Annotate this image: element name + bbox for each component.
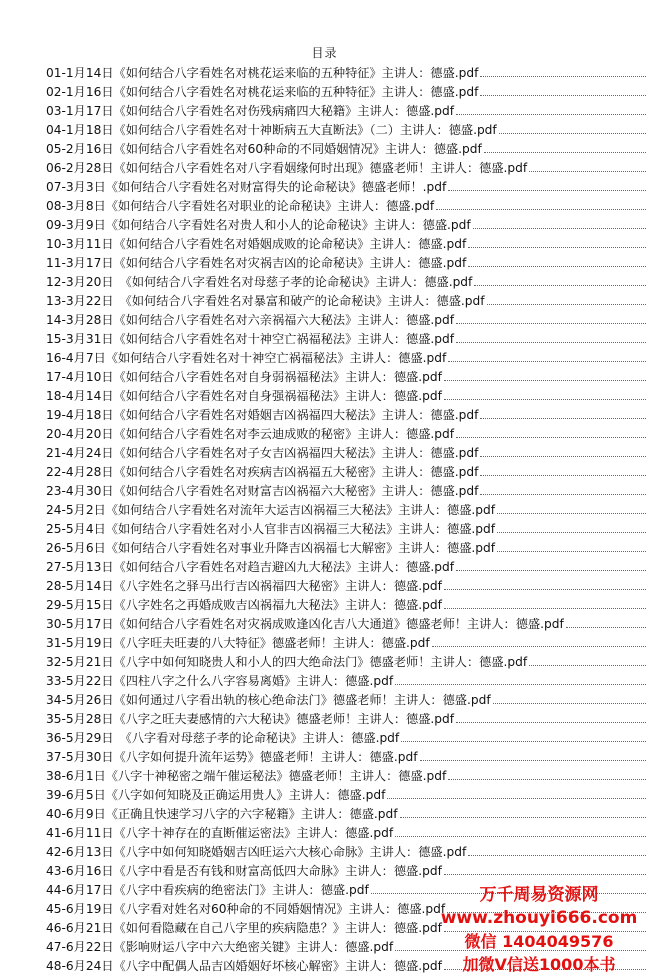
toc-entry	[46, 520, 646, 539]
toc-entry	[46, 463, 646, 482]
toc-entry	[46, 805, 646, 824]
toc-entry	[46, 615, 646, 634]
toc-entry	[46, 387, 646, 406]
dot-leader	[480, 67, 646, 77]
toc-entry	[46, 672, 646, 691]
toc-entry	[46, 558, 646, 577]
toc-entry	[46, 216, 646, 235]
dot-leader	[456, 314, 646, 324]
toc-entry	[46, 729, 646, 748]
toc-entry-text: 48-6月24日《八字中配偶人品吉凶婚姻好坏核心解密》主讲人：德盛.pdf	[46, 959, 442, 973]
toc-entry-text: 24-5月2日《如何结合八字看姓名对流年大运吉凶祸福三大秘法》主讲人：德盛.pdf	[46, 503, 496, 517]
toc-entry-text: 29-5月15日《八字姓名之再婚成败吉凶祸福九大秘法》主讲人：德盛.pdf	[46, 598, 442, 612]
dot-leader	[395, 675, 646, 685]
dot-leader	[480, 447, 646, 457]
toc-entry	[46, 406, 646, 425]
toc-entry	[46, 330, 646, 349]
toc-entry-text: 16-4月7日《如何结合八字看姓名对十神空亡祸福秘法》主讲人：德盛.pdf	[46, 351, 447, 365]
watermark	[439, 884, 639, 976]
dot-leader	[456, 333, 646, 343]
toc-entry	[46, 254, 646, 273]
toc-entry-text: 15-3月31日《如何结合八字看姓名对十神空亡祸福秘法》主讲人：德盛.pdf	[46, 332, 455, 346]
dot-leader	[436, 200, 646, 210]
dot-leader	[468, 846, 646, 856]
toc-entry-text: 40-6月9日《正确且快速学习八字的六字秘籍》主讲人：德盛.pdf	[46, 807, 398, 821]
dot-leader	[444, 599, 646, 609]
toc-entry-text: 04-1月18日《如何结合八字看姓名对十神断病五大直断法》（二）主讲人：德盛.pdf	[46, 123, 497, 137]
toc-entry-text: 43-6月16日《八字中看是否有钱和财富高低四大命脉》主讲人：德盛.pdf	[46, 864, 442, 878]
toc-entry	[46, 691, 646, 710]
toc-entry	[46, 824, 646, 843]
watermark-wechat: 微信 1404049576	[464, 932, 614, 951]
dot-leader	[497, 542, 646, 552]
toc-entry	[46, 273, 646, 292]
toc-entry	[46, 349, 646, 368]
toc-entry-text: 08-3月8日《如何结合八字看姓名对职业的论命秘诀》主讲人：德盛.pdf	[46, 199, 435, 213]
toc-entry	[46, 197, 646, 216]
dot-leader	[480, 409, 646, 419]
toc-entry-text: 37-5月30日《八字如何提升流年运势》德盛老师！主讲人：德盛.pdf	[46, 750, 418, 764]
dot-leader	[497, 523, 646, 533]
toc-entry-text: 28-5月14日《八字姓名之驿马出行吉凶祸福四大秘密》主讲人：德盛.pdf	[46, 579, 442, 593]
toc-entry	[46, 368, 646, 387]
toc-entry-text: 03-1月17日《如何结合八字看姓名对伤残病痛四大秘籍》主讲人：德盛.pdf	[46, 104, 455, 118]
toc-entry-text: 36-5月29日 《八字看对母慈子孝的论命秘诀》主讲人：德盛.pdf	[46, 731, 400, 745]
watermark-site-name: 万千周易资源网	[479, 885, 599, 905]
toc-entry	[46, 121, 646, 140]
toc-entry	[46, 786, 646, 805]
dot-leader	[480, 86, 646, 96]
dot-leader	[499, 124, 646, 134]
toc-entry	[46, 235, 646, 254]
toc-entry	[46, 596, 646, 615]
toc-entry-text: 11-3月17日《如何结合八字看姓名对灾祸吉凶的论命秘诀》主讲人：德盛.pdf	[46, 256, 467, 270]
dot-leader	[480, 466, 646, 476]
toc-entry-text: 20-4月20日《如何结合八字看姓名对李云迪成败的秘密》主讲人：德盛.pdf	[46, 427, 455, 441]
toc-entry	[46, 539, 646, 558]
toc-entry	[46, 178, 646, 197]
toc-entry	[46, 140, 646, 159]
dot-leader	[444, 371, 646, 381]
toc-entry	[46, 311, 646, 330]
toc-entry-text: 32-5月21日《八字中如何知晓贵人和小人的四大绝命法门》德盛老师！主讲人：德盛.pdf	[46, 655, 528, 669]
dot-leader	[468, 238, 646, 248]
toc-entry	[46, 634, 646, 653]
toc-entry-text: 39-6月5日《八字如何知晓及正确运用贵人》主讲人：德盛.pdf	[46, 788, 386, 802]
toc-entry-text: 27-5月13日《如何结合八字看姓名对趋吉避凶九大秘法》主讲人：德盛.pdf	[46, 560, 455, 574]
toc-entry-text: 02-1月16日《如何结合八字看姓名对桃花运来临的五种特征》主讲人：德盛.pdf	[46, 85, 479, 99]
toc-entry	[46, 102, 646, 121]
dot-leader	[448, 770, 646, 780]
toc-entry-text: 17-4月10日《如何结合八字看姓名对自身弱祸福秘法》主讲人：德盛.pdf	[46, 370, 442, 384]
dot-leader	[473, 219, 646, 229]
toc-entry-text: 45-6月19日《八字看对姓名对60种命的不同婚姻情况》主讲人：德盛.pdf	[46, 902, 446, 916]
toc-entry-text: 44-6月17日《八字中看疾病的绝密法门》主讲人：德盛.pdf	[46, 883, 369, 897]
toc-entry-text: 46-6月21日《如何看隐藏在自己八字里的疾病隐患？》主讲人：德盛.pdf	[46, 921, 442, 935]
dot-leader	[448, 352, 646, 362]
dot-leader	[444, 580, 646, 590]
toc-entry-text: 10-3月11日《如何结合八字看姓名对婚姻成败的论命秘诀》主讲人：德盛.pdf	[46, 237, 467, 251]
dot-leader	[456, 428, 646, 438]
toc-entry-text: 19-4月18日《如何结合八字看姓名对婚姻吉凶祸福四大秘法》主讲人：德盛.pdf	[46, 408, 479, 422]
toc-entry	[46, 159, 646, 178]
dot-leader	[448, 181, 646, 191]
dot-leader	[487, 295, 646, 305]
toc-entry	[46, 501, 646, 520]
dot-leader	[401, 732, 646, 742]
toc-entry-text: 41-6月11日《八字十神存在的直断催运密法》主讲人：德盛.pdf	[46, 826, 394, 840]
toc-title: 目录	[311, 46, 338, 60]
toc-entry-text: 23-4月30日《如何结合八字看姓名对财富吉凶祸福六大秘密》主讲人：德盛.pdf	[46, 484, 479, 498]
toc-entry	[46, 64, 646, 83]
toc-entry	[46, 577, 646, 596]
dot-leader	[444, 390, 646, 400]
dot-leader	[566, 618, 646, 628]
toc-entry	[46, 748, 646, 767]
table-of-contents	[46, 64, 646, 976]
watermark-url: www.zhouyi666.com	[440, 908, 638, 928]
dot-leader	[484, 143, 646, 153]
dot-leader	[468, 257, 646, 267]
toc-entry	[46, 843, 646, 862]
toc-entry-text: 21-4月24日《如何结合八字看姓名对子女吉凶祸福四大秘法》主讲人：德盛.pdf	[46, 446, 479, 460]
toc-entry-text: 14-3月28日《如何结合八字看姓名对六亲祸福六大秘法》主讲人：德盛.pdf	[46, 313, 455, 327]
toc-entry-text: 47-6月22日《影响财运八字中六大绝密关键》主讲人：德盛.pdf	[46, 940, 394, 954]
dot-leader	[456, 713, 646, 723]
toc-entry-text: 33-5月22日《四柱八字之什么八字容易离婚》主讲人：德盛.pdf	[46, 674, 394, 688]
toc-entry	[46, 710, 646, 729]
toc-entry-text: 18-4月14日《如何结合八字看姓名对自身强祸福秘法》主讲人：德盛.pdf	[46, 389, 442, 403]
toc-entry-text: 34-5月26日《如何通过八字看出轨的核心绝命法门》德盛老师！主讲人：德盛.pdf	[46, 693, 491, 707]
toc-entry-text: 12-3月20日 《如何结合八字看姓名对母慈子孝的论命秘诀》主讲人：德盛.pdf	[46, 275, 473, 289]
toc-entry-text: 13-3月22日 《如何结合八字看姓名对暴富和破产的论命秘诀》主讲人：德盛.pdf	[46, 294, 485, 308]
toc-entry-text: 22-4月28日《如何结合八字看姓名对疾病吉凶祸福五大秘密》主讲人：德盛.pdf	[46, 465, 479, 479]
dot-leader	[387, 789, 646, 799]
dot-leader	[456, 561, 646, 571]
dot-leader	[497, 504, 646, 514]
dot-leader	[420, 751, 647, 761]
toc-entry-text: 25-5月4日《如何结合八字看姓名对小人官非吉凶祸福三大秘法》主讲人：德盛.pdf	[46, 522, 496, 536]
toc-entry	[46, 444, 646, 463]
dot-leader	[400, 808, 646, 818]
toc-entry-text: 38-6月1日《八字十神秘密之端午催运秘法》德盛老师！主讲人：德盛.pdf	[46, 769, 447, 783]
toc-entry-text: 05-2月16日《如何结合八字看姓名对60种命的不同婚姻情况》主讲人：德盛.pdf	[46, 142, 482, 156]
toc-entry	[46, 482, 646, 501]
dot-leader	[395, 827, 646, 837]
toc-entry	[46, 653, 646, 672]
watermark-offer: 加微V信送1000本书	[462, 955, 616, 974]
dot-leader	[474, 276, 646, 286]
toc-entry-text: 07-3月3日《如何结合八字看姓名对财富得失的论命秘诀》德盛老师！.pdf	[46, 180, 447, 194]
toc-entry	[46, 83, 646, 102]
toc-entry-text: 06-2月28日《如何结合八字看姓名对八字看姻缘何时出现》德盛老师！主讲人：德盛.pdf	[46, 161, 528, 175]
toc-entry-text: 30-5月17日《如何结合八字看姓名对灾祸成败逢凶化吉八大通道》德盛老师！主讲人：德盛.pdf	[46, 617, 564, 631]
toc-entry-text: 01-1月14日《如何结合八字看姓名对桃花运来临的五种特征》主讲人：德盛.pdf	[46, 66, 479, 80]
dot-leader	[493, 694, 646, 704]
toc-entry-text: 09-3月9日《如何结合八字看姓名对贵人和小人的论命秘诀》主讲人：德盛.pdf	[46, 218, 471, 232]
toc-entry	[46, 767, 646, 786]
dot-leader	[444, 865, 646, 875]
toc-entry	[46, 862, 646, 881]
dot-leader	[529, 162, 646, 172]
dot-leader	[432, 637, 646, 647]
toc-entry	[46, 425, 646, 444]
dot-leader	[529, 656, 646, 666]
toc-entry-text: 42-6月13日《八字中如何知晓婚姻吉凶旺运六大核心命脉》主讲人：德盛.pdf	[46, 845, 467, 859]
dot-leader	[480, 485, 646, 495]
toc-entry	[46, 292, 646, 311]
toc-entry-text: 35-5月28日《八字之旺夫妻感情的六大秘诀》德盛老师！主讲人：德盛.pdf	[46, 712, 455, 726]
dot-leader	[456, 105, 646, 115]
toc-entry-text: 31-5月19日《八字旺夫旺妻的八大特征》德盛老师！主讲人：德盛.pdf	[46, 636, 430, 650]
toc-entry-text: 26-5月6日《如何结合八字看姓名对事业升降吉凶祸福七大解密》主讲人：德盛.pdf	[46, 541, 496, 555]
